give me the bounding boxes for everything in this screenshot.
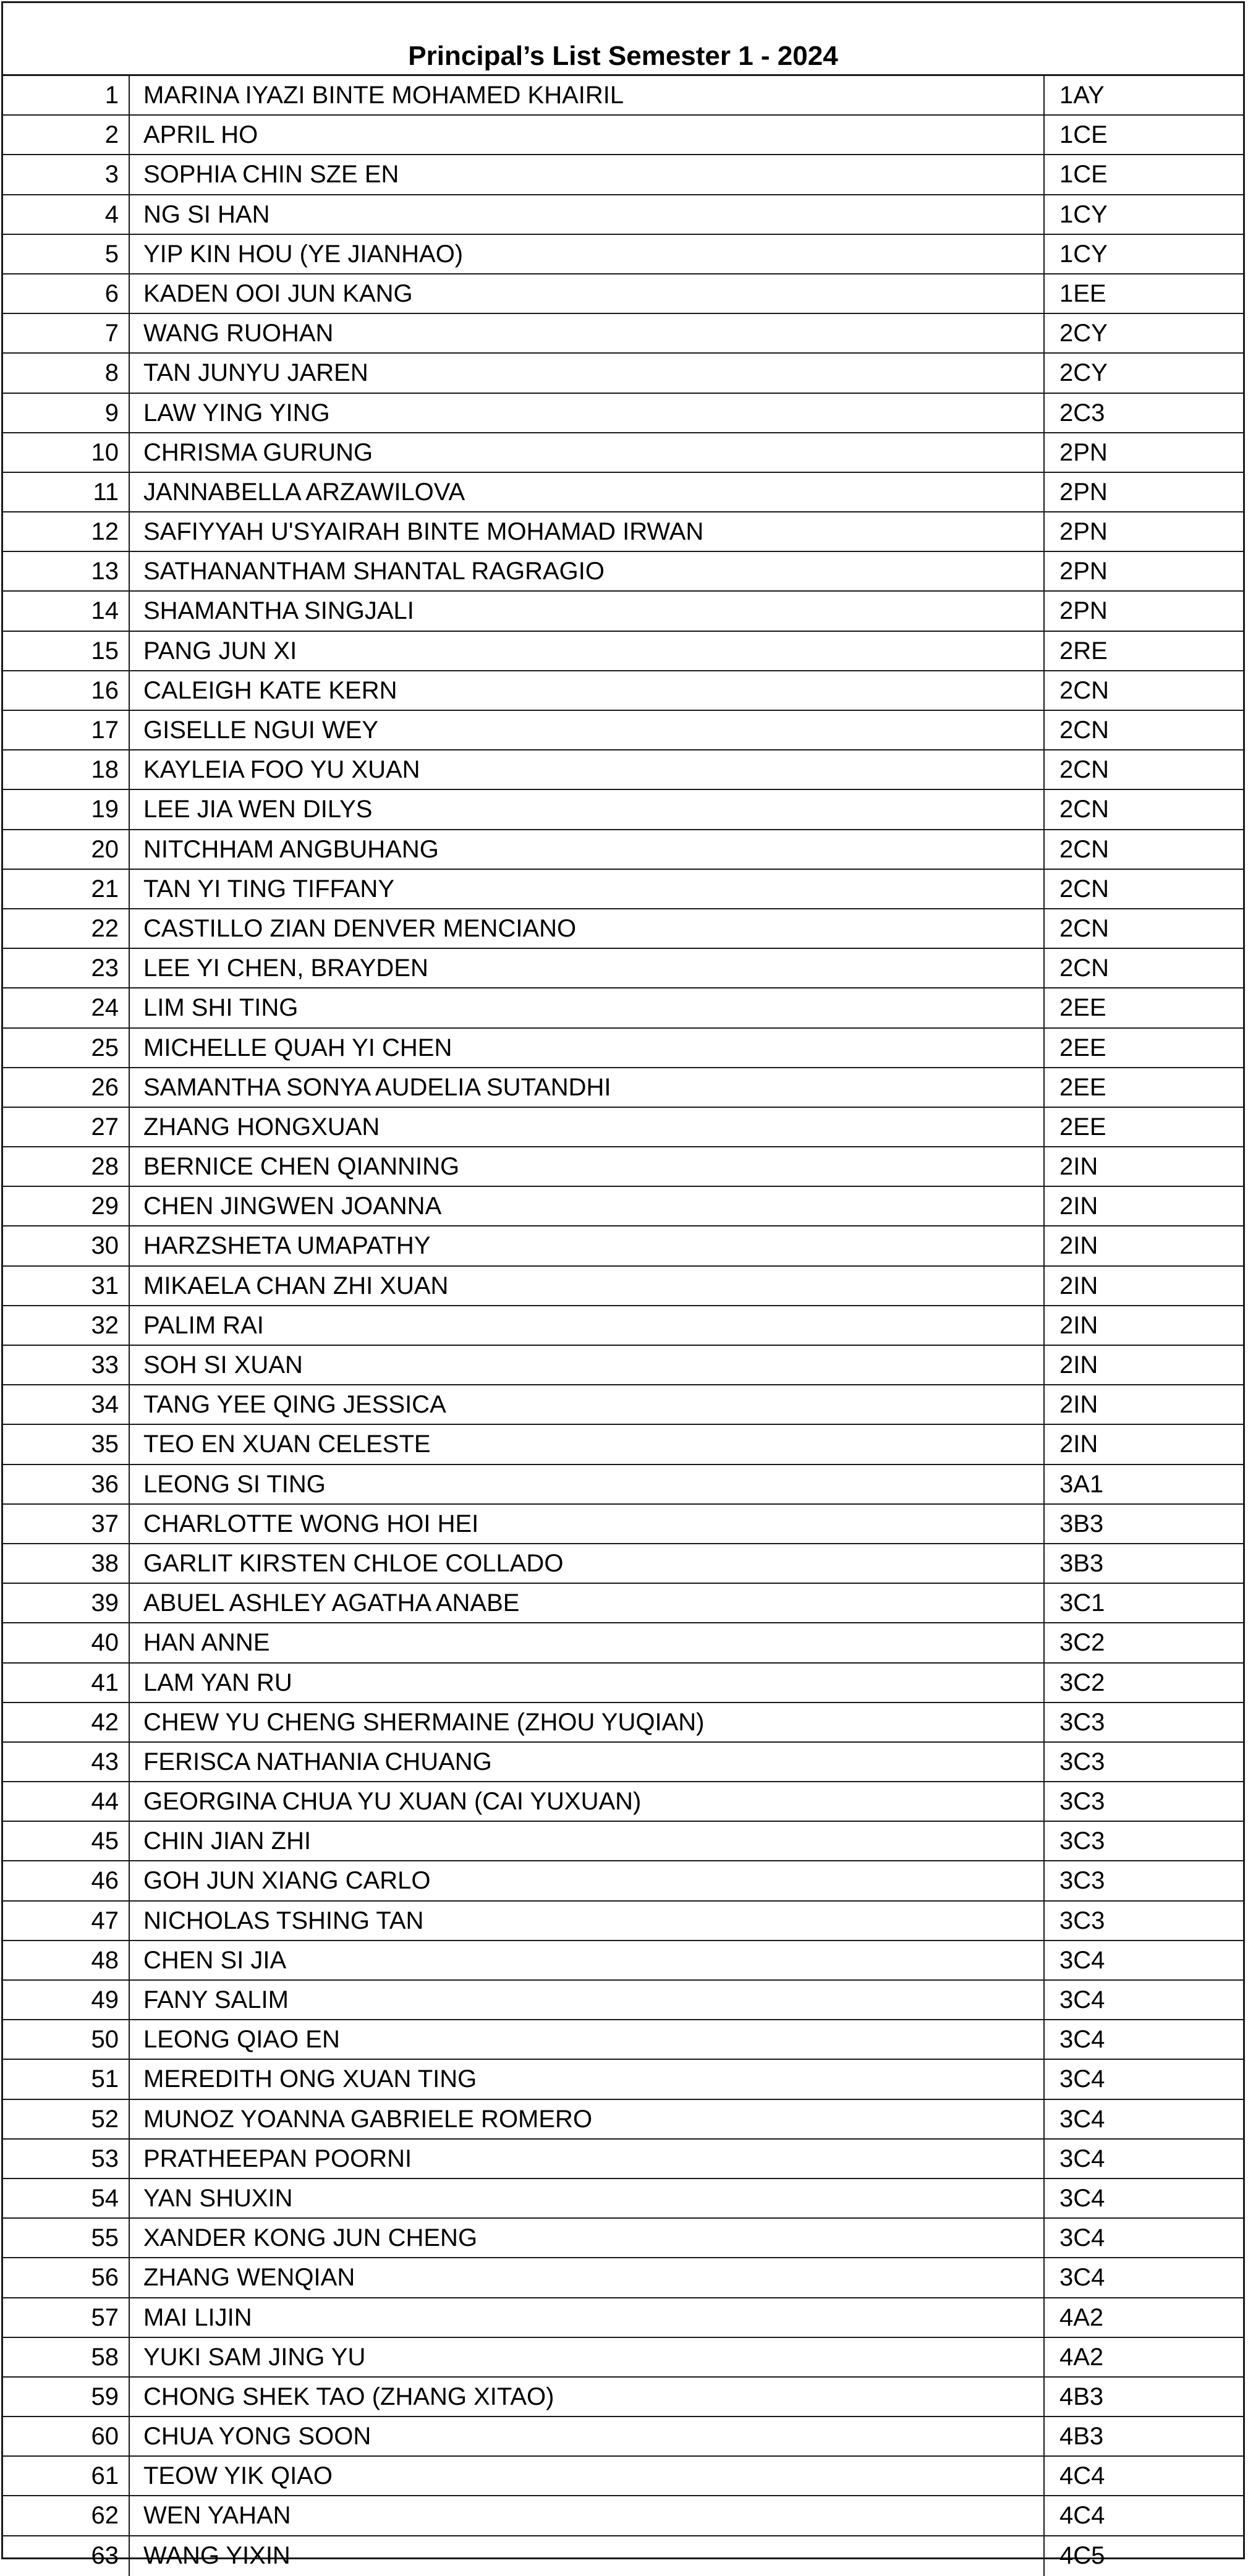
student-class: 2CN	[1059, 796, 1110, 823]
table-row	[3, 2060, 1243, 2099]
row-number: 2	[3, 116, 130, 154]
table-row	[3, 711, 1243, 750]
student-class: 2CN	[1059, 835, 1110, 863]
row-number: 48	[3, 1941, 130, 1979]
table-row	[3, 1544, 1243, 1584]
student-name: BERNICE CHEN QIANNING	[130, 1147, 1045, 1186]
student-name: HAN ANNE	[130, 1623, 1045, 1662]
row-number: 38	[3, 1544, 130, 1583]
student-name: TEOW YIK QIAO	[130, 2457, 1045, 2495]
student-class: 3A1	[1059, 1470, 1104, 1498]
table-row	[3, 1623, 1243, 1663]
student-name: CHIN JIAN ZHI	[130, 1822, 1045, 1860]
student-name: CHUA YONG SOON	[130, 2417, 1045, 2455]
row-number: 12	[3, 512, 130, 551]
table-row	[3, 1346, 1243, 1385]
student-name: ZHANG HONGXUAN	[130, 1108, 1045, 1146]
row-number: 40	[3, 1623, 130, 1662]
student-name: NITCHHAM ANGBUHANG	[130, 830, 1045, 869]
student-class: 4C5	[1059, 2541, 1105, 2569]
student-class: 3C4	[1059, 2065, 1105, 2093]
table-row	[3, 1782, 1243, 1822]
table-row	[3, 949, 1243, 988]
student-name: CHEN JINGWEN JOANNA	[130, 1187, 1045, 1225]
row-number: 24	[3, 988, 130, 1027]
row-number: 6	[3, 274, 130, 313]
student-class: 2EE	[1059, 994, 1106, 1022]
row-number: 5	[3, 235, 130, 273]
student-name: GOH JUN XIANG CARLO	[130, 1861, 1045, 1900]
student-class: 4A2	[1059, 2343, 1104, 2371]
row-number: 42	[3, 1703, 130, 1741]
table-row	[3, 116, 1243, 155]
row-number: 33	[3, 1346, 130, 1384]
student-class: 2CN	[1059, 875, 1110, 903]
student-name: GARLIT KIRSTEN CHLOE COLLADO	[130, 1544, 1045, 1583]
student-name: SAFIYYAH U'SYAIRAH BINTE MOHAMAD IRWAN	[130, 512, 1045, 551]
student-name: SAMANTHA SONYA AUDELIA SUTANDHI	[130, 1068, 1045, 1107]
student-class: 4A2	[1059, 2303, 1104, 2331]
student-name: WANG YIXIN	[130, 2536, 1045, 2576]
student-class: 1AY	[1059, 82, 1105, 109]
student-class: 3C4	[1059, 2145, 1105, 2172]
student-class: 2IN	[1059, 1391, 1098, 1419]
student-class: 3C4	[1059, 2105, 1105, 2133]
student-name: MIKAELA CHAN ZHI XUAN	[130, 1267, 1045, 1305]
table-row	[3, 1029, 1243, 1068]
table-row	[3, 2100, 1243, 2140]
student-class: 3C4	[1059, 2026, 1105, 2054]
row-number: 11	[3, 473, 130, 511]
row-number: 47	[3, 1902, 130, 1940]
table-row	[3, 2020, 1243, 2060]
row-number: 27	[3, 1108, 130, 1146]
student-class: 2CN	[1059, 954, 1110, 982]
student-class: 2IN	[1059, 1232, 1098, 1260]
student-class: 3C4	[1059, 2184, 1105, 2212]
student-class: 3C2	[1059, 1668, 1105, 1696]
student-class: 3C3	[1059, 1827, 1105, 1855]
student-name: GEORGINA CHUA YU XUAN (CAI YUXUAN)	[130, 1782, 1045, 1821]
student-class: 3C3	[1059, 1867, 1105, 1895]
table-row	[3, 1147, 1243, 1187]
student-name: MUNOZ YOANNA GABRIELE ROMERO	[130, 2100, 1045, 2138]
student-name: TAN JUNYU JAREN	[130, 354, 1045, 392]
table-body	[3, 76, 1243, 2576]
row-number: 49	[3, 1981, 130, 2019]
student-name: LIM SHI TING	[130, 988, 1045, 1027]
table-row	[3, 354, 1243, 393]
row-number: 21	[3, 870, 130, 908]
row-number: 52	[3, 2100, 130, 2138]
student-name: PALIM RAI	[130, 1306, 1045, 1345]
table-row	[3, 473, 1243, 512]
row-number: 57	[3, 2298, 130, 2337]
student-name: LEE YI CHEN, BRAYDEN	[130, 949, 1045, 987]
student-class: 2PN	[1059, 518, 1108, 546]
row-number: 28	[3, 1147, 130, 1186]
student-class: 3B3	[1059, 1510, 1104, 1537]
table-row	[3, 1861, 1243, 1901]
student-class: 4B3	[1059, 2383, 1104, 2410]
student-name: LEE JIA WEN DILYS	[130, 790, 1045, 828]
student-name: MICHELLE QUAH YI CHEN	[130, 1029, 1045, 1067]
table-row	[3, 1664, 1243, 1703]
table-row	[3, 235, 1243, 274]
row-number: 59	[3, 2378, 130, 2416]
row-number: 37	[3, 1505, 130, 1543]
student-name: LAM YAN RU	[130, 1664, 1045, 1702]
student-class: 2C3	[1059, 399, 1105, 427]
student-name: TANG YEE QING JESSICA	[130, 1385, 1045, 1424]
student-name: JANNABELLA ARZAWILOVA	[130, 473, 1045, 511]
row-number: 19	[3, 790, 130, 828]
row-number: 61	[3, 2457, 130, 2495]
table-row	[3, 1306, 1243, 1346]
student-name: YAN SHUXIN	[130, 2179, 1045, 2217]
row-number: 51	[3, 2060, 130, 2098]
table-row	[3, 870, 1243, 909]
student-name: PANG JUN XI	[130, 632, 1045, 670]
student-name: WEN YAHAN	[130, 2496, 1045, 2535]
table-row	[3, 2258, 1243, 2298]
row-number: 36	[3, 1465, 130, 1503]
row-number: 20	[3, 830, 130, 869]
table-row	[3, 2536, 1243, 2576]
student-class: 1CY	[1059, 200, 1108, 228]
table-row	[3, 195, 1243, 235]
student-name: FANY SALIM	[130, 1981, 1045, 2019]
student-class: 3C3	[1059, 1788, 1105, 1816]
student-class: 4B3	[1059, 2423, 1104, 2451]
student-class: 2EE	[1059, 1034, 1106, 1061]
row-number: 26	[3, 1068, 130, 1107]
table-row	[3, 2496, 1243, 2536]
student-class: 4C4	[1059, 2462, 1105, 2490]
table-row	[3, 830, 1243, 870]
row-number: 43	[3, 1743, 130, 1781]
row-number: 16	[3, 671, 130, 710]
student-name: KAYLEIA FOO YU XUAN	[130, 750, 1045, 789]
student-class: 1CE	[1059, 121, 1108, 149]
student-class: 3C4	[1059, 1986, 1105, 2013]
table-row	[3, 1425, 1243, 1464]
student-class: 3C1	[1059, 1589, 1105, 1617]
student-class: 2IN	[1059, 1192, 1098, 1220]
row-number: 18	[3, 750, 130, 789]
student-name: CHARLOTTE WONG HOI HEI	[130, 1505, 1045, 1543]
student-class: 3C4	[1059, 2224, 1105, 2252]
student-name: WANG RUOHAN	[130, 314, 1045, 352]
student-name: ABUEL ASHLEY AGATHA ANABE	[130, 1584, 1045, 1622]
student-class: 2RE	[1059, 637, 1108, 665]
student-name: TAN YI TING TIFFANY	[130, 870, 1045, 908]
student-class: 2CN	[1059, 716, 1110, 744]
student-class: 1EE	[1059, 279, 1106, 307]
row-number: 41	[3, 1664, 130, 1702]
table-row	[3, 2179, 1243, 2219]
row-number: 31	[3, 1267, 130, 1305]
table-row	[3, 909, 1243, 949]
student-name: LEONG QIAO EN	[130, 2020, 1045, 2059]
row-number: 15	[3, 632, 130, 670]
table-row	[3, 1584, 1243, 1623]
student-name: LAW YING YING	[130, 394, 1045, 432]
student-class: 2IN	[1059, 1153, 1098, 1181]
student-class: 2CN	[1059, 676, 1110, 704]
student-class: 2IN	[1059, 1430, 1098, 1458]
row-number: 45	[3, 1822, 130, 1860]
row-number: 13	[3, 552, 130, 590]
table-row	[3, 1743, 1243, 1782]
table-row	[3, 76, 1243, 116]
student-class: 3C2	[1059, 1629, 1105, 1657]
row-number: 9	[3, 394, 130, 432]
student-name: KADEN OOI JUN KANG	[130, 274, 1045, 313]
student-name: YUKI SAM JING YU	[130, 2338, 1045, 2376]
student-class: 2IN	[1059, 1272, 1098, 1299]
row-number: 7	[3, 314, 130, 352]
table-row	[3, 632, 1243, 671]
student-class: 3B3	[1059, 1549, 1104, 1577]
student-name: MARINA IYAZI BINTE MOHAMED KHAIRIL	[130, 76, 1045, 114]
student-name: CHEN SI JIA	[130, 1941, 1045, 1979]
table-row	[3, 671, 1243, 711]
table-row	[3, 988, 1243, 1028]
student-name: NICHOLAS TSHING TAN	[130, 1902, 1045, 1940]
row-number: 34	[3, 1385, 130, 1424]
table-row	[3, 1505, 1243, 1544]
row-number: 14	[3, 592, 130, 630]
table-row	[3, 512, 1243, 552]
row-number: 54	[3, 2179, 130, 2217]
student-name: FERISCA NATHANIA CHUANG	[130, 1743, 1045, 1781]
row-number: 35	[3, 1425, 130, 1463]
row-number: 46	[3, 1861, 130, 1900]
student-name: HARZSHETA UMAPATHY	[130, 1226, 1045, 1265]
table-row	[3, 314, 1243, 354]
student-name: NG SI HAN	[130, 195, 1045, 234]
student-name: LEONG SI TING	[130, 1465, 1045, 1503]
student-class: 2EE	[1059, 1073, 1106, 1101]
table-row	[3, 592, 1243, 631]
table-row	[3, 750, 1243, 790]
student-name: ZHANG WENQIAN	[130, 2258, 1045, 2297]
student-class: 2CY	[1059, 320, 1108, 347]
table-row	[3, 274, 1243, 314]
student-class: 3C4	[1059, 2264, 1105, 2292]
row-number: 55	[3, 2219, 130, 2257]
table-row	[3, 1385, 1243, 1425]
student-name: MEREDITH ONG XUAN TING	[130, 2060, 1045, 2098]
row-number: 10	[3, 433, 130, 472]
student-name: CHRISMA GURUNG	[130, 433, 1045, 472]
row-number: 56	[3, 2258, 130, 2297]
student-class: 2PN	[1059, 597, 1108, 625]
student-name: YIP KIN HOU (YE JIANHAO)	[130, 235, 1045, 273]
row-number: 32	[3, 1306, 130, 1345]
table-row	[3, 2338, 1243, 2378]
table-row	[3, 1981, 1243, 2020]
student-name: SOPHIA CHIN SZE EN	[130, 155, 1045, 193]
table-row	[3, 2457, 1243, 2496]
student-name: CASTILLO ZIAN DENVER MENCIANO	[130, 909, 1045, 948]
row-number: 39	[3, 1584, 130, 1622]
row-number: 62	[3, 2496, 130, 2535]
table-row	[3, 394, 1243, 433]
student-name: PRATHEEPAN POORNI	[130, 2140, 1045, 2178]
table-row	[3, 552, 1243, 592]
student-class: 3C4	[1059, 1946, 1105, 1974]
row-number: 1	[3, 76, 130, 114]
student-name: XANDER KONG JUN CHENG	[130, 2219, 1045, 2257]
row-number: 63	[3, 2536, 130, 2576]
row-number: 4	[3, 195, 130, 234]
table-row	[3, 1068, 1243, 1108]
table-row	[3, 2378, 1243, 2417]
student-class: 2CN	[1059, 914, 1110, 942]
principals-list-table	[1, 1, 1245, 2569]
student-class: 1CY	[1059, 240, 1108, 268]
table-row	[3, 1703, 1243, 1743]
row-number: 29	[3, 1187, 130, 1225]
row-number: 60	[3, 2417, 130, 2455]
student-class: 4C4	[1059, 2502, 1105, 2530]
student-class: 2IN	[1059, 1311, 1098, 1339]
table-row	[3, 2298, 1243, 2338]
row-number: 58	[3, 2338, 130, 2376]
table-row	[3, 1267, 1243, 1306]
row-number: 3	[3, 155, 130, 193]
table-row	[3, 1187, 1243, 1226]
student-class: 3C3	[1059, 1708, 1105, 1736]
table-row	[3, 433, 1243, 473]
student-class: 2CN	[1059, 756, 1110, 784]
table-row	[3, 790, 1243, 830]
table-row	[3, 1941, 1243, 1981]
student-name: SHAMANTHA SINGJALI	[130, 592, 1045, 630]
table-row	[3, 2417, 1243, 2457]
table-row	[3, 1226, 1243, 1266]
student-name: SOH SI XUAN	[130, 1346, 1045, 1384]
student-class: 2IN	[1059, 1351, 1098, 1379]
student-class: 2PN	[1059, 478, 1108, 506]
table-row	[3, 1902, 1243, 1941]
row-number: 44	[3, 1782, 130, 1821]
table-title: Principal’s List Semester 1 - 2024	[3, 3, 1243, 76]
student-class: 3C3	[1059, 1906, 1105, 1934]
row-number: 30	[3, 1226, 130, 1265]
student-class: 1CE	[1059, 161, 1108, 189]
student-class: 2CY	[1059, 359, 1108, 387]
student-name: CHONG SHEK TAO (ZHANG XITAO)	[130, 2378, 1045, 2416]
table-row	[3, 2140, 1243, 2179]
student-name: CHEW YU CHENG SHERMAINE (ZHOU YUQIAN)	[130, 1703, 1045, 1741]
student-class: 2PN	[1059, 438, 1108, 466]
row-number: 17	[3, 711, 130, 749]
row-number: 53	[3, 2140, 130, 2178]
student-name: APRIL HO	[130, 116, 1045, 154]
student-name: CALEIGH KATE KERN	[130, 671, 1045, 710]
row-number: 50	[3, 2020, 130, 2059]
student-name: SATHANANTHAM SHANTAL RAGRAGIO	[130, 552, 1045, 590]
student-class: 2EE	[1059, 1113, 1106, 1141]
student-name: TEO EN XUAN CELESTE	[130, 1425, 1045, 1463]
table-row	[3, 155, 1243, 195]
student-name: MAI LIJIN	[130, 2298, 1045, 2337]
row-number: 25	[3, 1029, 130, 1067]
student-name: GISELLE NGUI WEY	[130, 711, 1045, 749]
table-row	[3, 1465, 1243, 1505]
table-row	[3, 2219, 1243, 2258]
student-class: 3C3	[1059, 1748, 1105, 1775]
table-row	[3, 1108, 1243, 1147]
row-number: 23	[3, 949, 130, 987]
row-number: 8	[3, 354, 130, 392]
table-row	[3, 1822, 1243, 1861]
row-number: 22	[3, 909, 130, 948]
student-class: 2PN	[1059, 558, 1108, 585]
